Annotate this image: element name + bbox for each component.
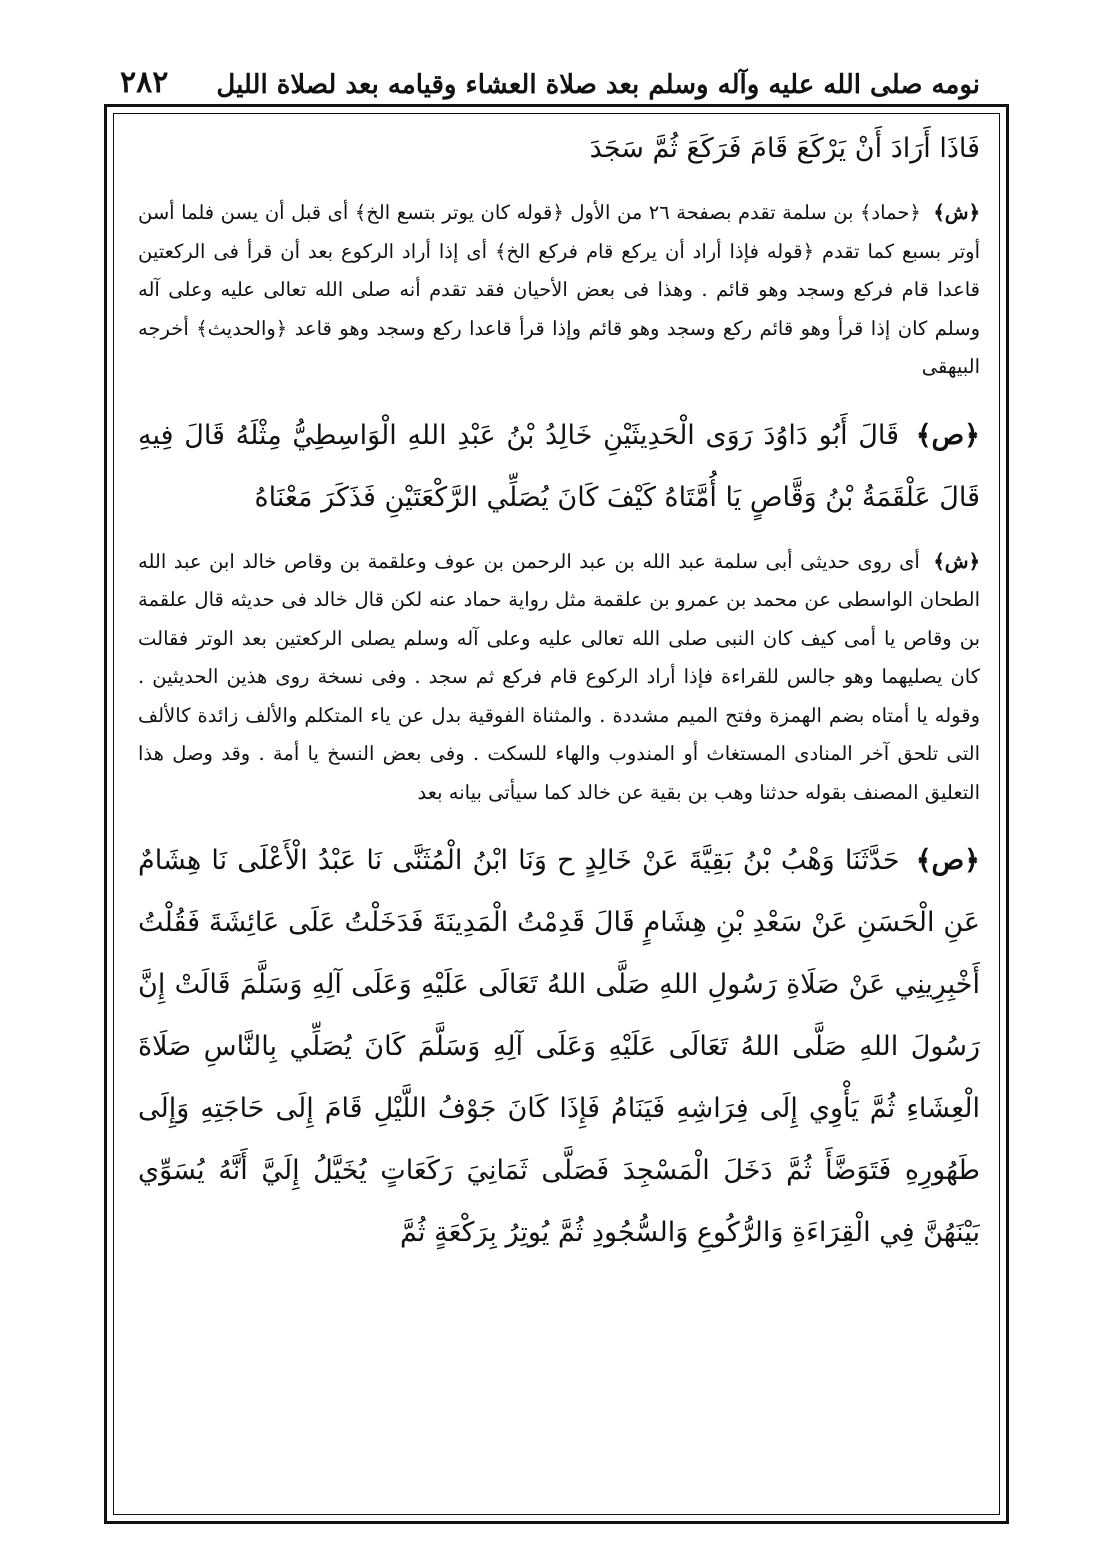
sharh-paragraph [138, 543, 980, 813]
matn-text: فَاذَا أَرَادَ أَنْ يَرْكَعَ قَامَ فَرَكَعَ ثُمَّ سَجَدَ [589, 133, 980, 164]
matn-marker: ﴿ص﴾ [915, 419, 980, 451]
matn-paragraph [138, 830, 980, 1264]
sharh-marker: ﴿ش﴾ [933, 201, 980, 224]
matn-text: حَدَّثَنَا وَهْبُ بْنُ بَقِيَّةَ عَنْ خَالِدٍ ح وَنَا ابْنُ الْمُثَنَّى نَا عَبْدُ الْأَعْلَى نَا هِشَامٌ عَنِ الْحَسَنِ عَنْ سَعْدِ بْنِ هِشَامٍ قَالَ قَدِمْتُ الْمَدِينَةَ فَدَخَلْتُ عَلَى عَائِشَةَ فَقُلْتُ أَخْبِرِينِي عَنْ صَلَاةِ رَسُولِ اللهِ صَلَّى اللهُ تَعَالَى عَلَيْهِ وَعَلَى آلِهِ وَسَلَّمَ قَالَتْ إِنَّ رَسُولَ اللهِ صَلَّى اللهُ تَعَالَى عَلَيْهِ وَعَلَى آلِهِ وَسَلَّمَ كَانَ يُصَلِّي بِالنَّاسِ صَلَاةَ الْعِشَاءِ ثُمَّ يَأْوِي إِلَى فِرَاشِهِ فَيَنَامُ فَإِذَا كَانَ جَوْفُ اللَّيْلِ قَامَ إِلَى حَاجَتِهِ وَإِلَى طَهُورِهِ فَتَوَضَّأَ ثُمَّ دَخَلَ الْمَسْجِدَ فَصَلَّى ثَمَانِيَ رَكَعَاتٍ يُخَيَّلُ إِلَيَّ أَنَّهُ يُسَوِّي بَيْنَهُنَّ فِي الْقِرَاءَةِ وَالرُّكُوعِ وَالسُّجُودِ ثُمَّ يُوتِرُ بِرَكْعَةٍ ثُمَّ [138, 845, 980, 1248]
page-content [138, 118, 980, 1498]
matn-paragraph [138, 118, 980, 180]
sharh-text: ﴿حماد﴾ بن سلمة تقدم بصفحة ٢٦ من الأول ﴿قوله كان يوتر بتسع الخ﴾ أى قبل أن يسن فلما أسن أوتر بسبع كما تقدم ﴿قوله فإذا أراد أن يركع قام فركع الخ﴾ أى إذا أراد الركوع بعد أن قرأ فى الركعتين قاعدا قام فركع وسجد وهو قائم . وهذا فى بعض الأحيان فقد تقدم أنه صلى الله تعالى عليه وعلى آله وسلم كان إذا قرأ وهو قائم ركع وسجد وهو قائم وإذا قرأ قاعدا ركع وسجد وهو قاعد ﴿والحديث﴾ أخرجه البيهقى [138, 201, 980, 378]
matn-marker: ﴿ص﴾ [915, 845, 980, 876]
matn-paragraph [138, 405, 980, 529]
page-header [120, 40, 980, 100]
running-title: نومه صلى الله عليه وآله وسلم بعد صلاة العشاء وقيامه بعد لصلاة الليل [216, 70, 980, 100]
page-number: ٢٨٢ [120, 65, 169, 100]
sharh-paragraph [138, 194, 980, 387]
matn-text: قَالَ أَبُو دَاوُدَ رَوَى الْحَدِيثَيْنِ خَالِدُ بْنُ عَبْدِ اللهِ الْوَاسِطِيُّ مِثْلَهُ قَالَ فِيهِ قَالَ عَلْقَمَةُ بْنُ وَقَّاصٍ يَا أُمَّتَاهُ كَيْفَ كَانَ يُصَلِّي الرَّكْعَتَيْنِ فَذَكَرَ مَعْنَاهُ [138, 419, 980, 513]
sharh-text: أى روى حديثى أبى سلمة عبد الله بن عبد الرحمن بن عوف وعلقمة بن وقاص خالد ابن عبد الله الطحان الواسطى عن محمد بن عمرو بن علقمة مثل رواية حماد عنه لكن قال خالد فى حديثه قال علقمة بن وقاص يا أمى كيف كان النبى صلى الله تعالى عليه وعلى آله وسلم يصلى الركعتين بعد الوتر فقالت كان يصليهما وهو جالس للقراءة فإذا أراد الركوع قام فركع ثم سجد . وفى نسخة روى هذين الحديثين . وقوله يا أمتاه بضم الهمزة وفتح الميم مشددة . والمثناة الفوقية بدل عن ياء المتكلم والألف زائدة كالألف التى تلحق آخر المنادى المستغاث أو المندوب والهاء للسكت . وفى بعض النسخ يا أمة . وقد وصل هذا التعليق المصنف بقوله حدثنا وهب بن بقية عن خالد كما سيأتى بيانه بعد [138, 549, 980, 804]
sharh-marker: ﴿ش﴾ [933, 549, 980, 573]
